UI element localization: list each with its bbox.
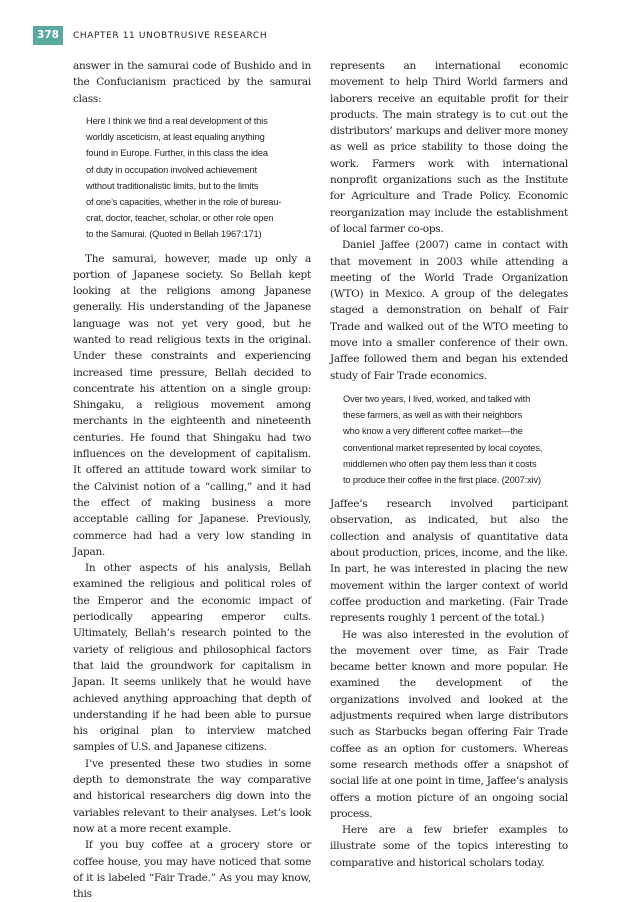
left-column (73, 58, 311, 902)
quote-line: Over two years, I lived, worked, and talked with (343, 393, 531, 404)
quote-line: Here I think we find a real development of this (86, 115, 268, 126)
paragraph: If you buy coffee at a grocery store or coffee house, you may have noticed that some of it is labeled “Fair Trade.” As you may know, this (73, 839, 311, 901)
paragraph: He was also interested in the evolution of the movement over time, as Fair Trade became better known and more popular. He examined the development of the organizations involved and looked at the adjustments required when large distributors such as Starbucks began offering Fair Trade coffee as an option for customers. Whereas some research methods offer a snapshot of social life at one point in time, Jaffee’s analysis offers a motion picture of an ongoing social process. (330, 628, 568, 820)
paragraph: Jaffee’s research involved participant observation, as indicated, but also the collection and analysis of quantitative data about production, prices, income, and the like. In part, he was interested in placing the new movement within the larger context of world coffee production and marketing. (Fair Trade represents roughly 1 percent of the total.) (330, 498, 568, 625)
blockquote-bellah (86, 113, 303, 243)
quote-line: to produce their coffee in the first place. (2007:xiv) (343, 474, 541, 485)
paragraph: answer in the samurai code of Bushido and in the Confucianism practiced by the samurai class: (73, 60, 311, 105)
page-number: 378 (33, 26, 63, 45)
right-column (330, 58, 568, 871)
paragraph: In other aspects of his analysis, Bellah examined the religious and political roles of the Emperor and the economic impact of periodically appearing emperor cults. Ultimately, Bellah’s research pointed to the variety of religious and philosophical factors that laid the groundwork for capitalism in Japan. It seems unlikely that he would have achieved anything approaching that depth of understanding if he had been able to pursue his original plan to interview matched samples of U.S. and Japanese citizens. (73, 562, 311, 754)
quote-line: who know a very different coffee market—the (343, 426, 523, 437)
paragraph: Here are a few briefer examples to illustrate some of the topics interesting to comparative and historical scholars today. (330, 824, 568, 869)
quote-line: conventional market represented by local coyotes, (343, 442, 543, 453)
quote-line: to the Samurai. (Quoted in Bellah 1967:171) (86, 229, 262, 240)
paragraph: The samurai, however, made up only a portion of Japanese society. So Bellah kept looking at the religions among Japanese generally. His understanding of the Japanese language was not yet very good, but he wanted to read religious texts in the original. Under these constraints and experiencing increased time pressure, Bellah decided to concentrate his attention on a single group: Shingaku, a religious movement among merchants in the eighteenth and nineteenth centuries. He found that Shingaku had two influences on the development of capitalism. It offered an attitude toward work similar to the Calvinist notion of a “calling,” and it had the effect of making business a more acceptable calling for Japanese. Previously, commerce had had a very low standing in Japan. (73, 252, 311, 558)
quote-line: found in Europe. Further, in this class the idea (86, 148, 268, 159)
paragraph: represents an international economic movement to help Third World farmers and laborers receive an equitable profit for their products. The main strategy is to cut out the distributors’ markups and deliver more money as well as price stability to those doing the work. Farmers work with international nonprofit organizations such as the Institute for Agriculture and Trade Policy. Economic reorganization may include the establishment of local farmer co-ops. (330, 60, 568, 235)
quote-line: these farmers, as well as with their neighbors (343, 410, 523, 421)
paragraph: Daniel Jaffee (2007) came in contact with that movement in 2003 while attending a meeting of the World Trade Organization (WTO) in Mexico. A group of the delegates staged a demonstration on behalf of Fair Trade and walked out of the WTO meeting to move into a smaller conference of their own. Jaffee followed them and began his extended study of Fair Trade economics. (330, 239, 568, 382)
paragraph: I’ve presented these two studies in some depth to demonstrate the way comparative and historical researchers dig down into the variables relevant to their analyses. Let’s look now at a more recent example. (73, 757, 311, 835)
quote-line: of one’s capacities, whether in the role of bureau- (86, 196, 282, 207)
quote-line: middlemen who often pay them less than it costs (343, 458, 537, 469)
quote-line: without traditionalistic limits, but to the limits (86, 180, 259, 191)
blockquote-jaffee (343, 391, 560, 488)
quote-line: worldly asceticism, at least equaling anything (86, 132, 265, 143)
quote-line: crat, doctor, teacher, scholar, or other role open (86, 213, 274, 224)
chapter-header: CHAPTER 11 UNOBTRUSIVE RESEARCH (73, 31, 268, 41)
quote-line: of duty in occupation involved achievement (86, 164, 257, 175)
